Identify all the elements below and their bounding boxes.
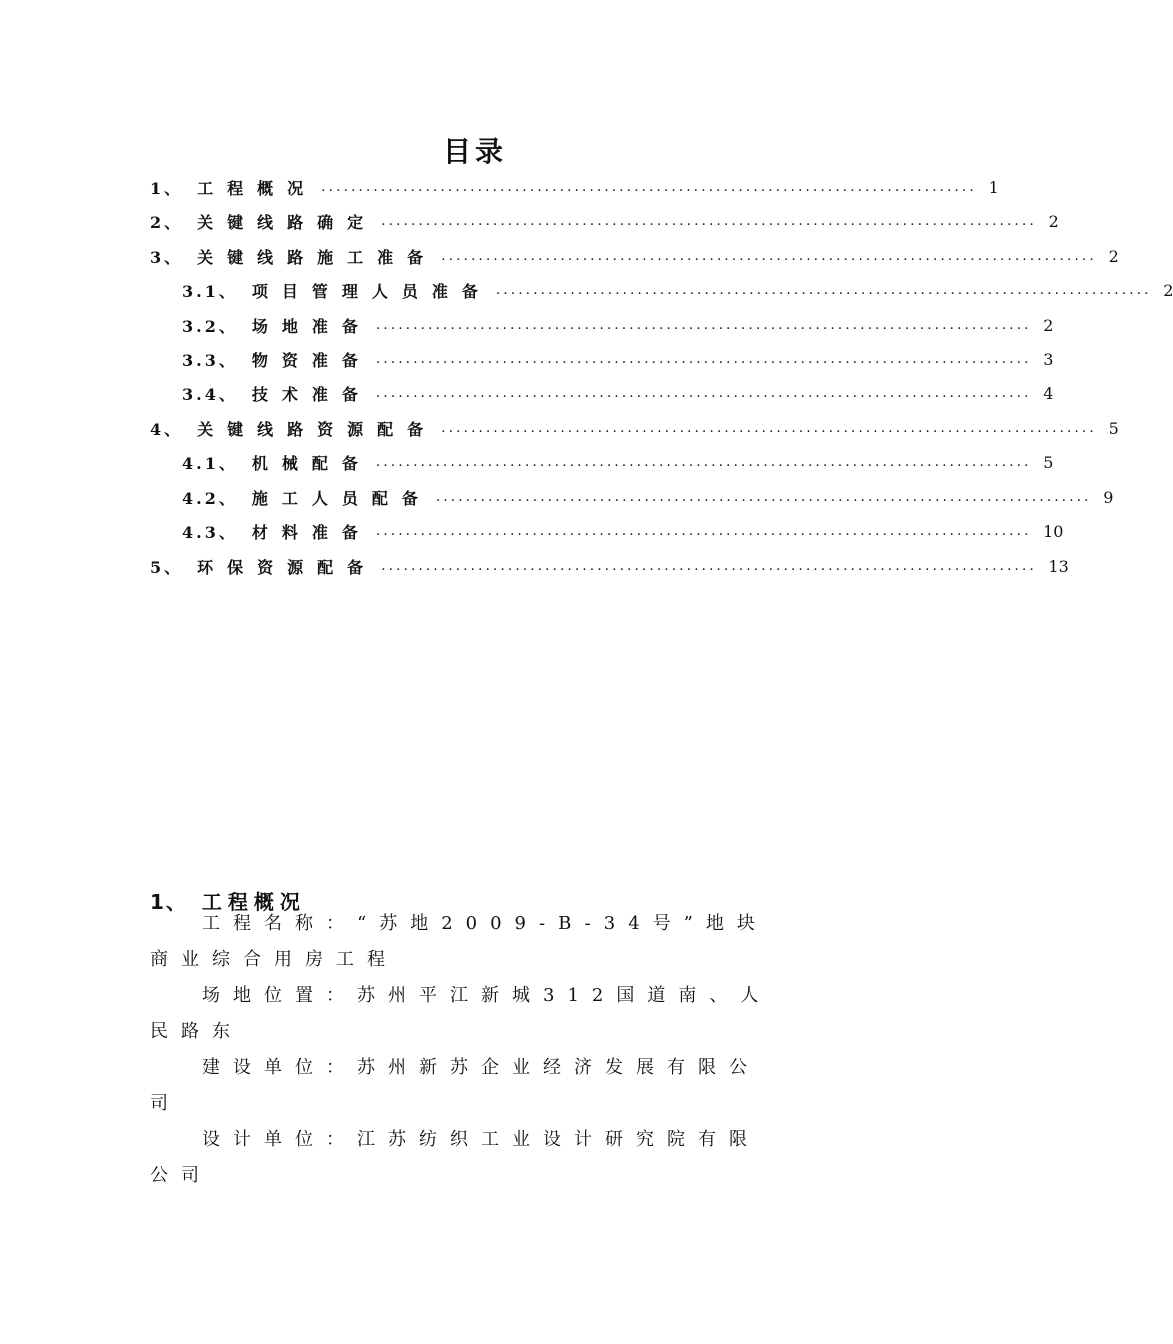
toc-entry-number: 4.1、 <box>182 453 238 473</box>
toc-entry-page: 1 <box>988 177 999 197</box>
toc-leader-dots: ........................................................................................ <box>441 420 1097 436</box>
site-location-text: 场地位置：苏州平江新城312国道南、人民路东 <box>150 985 772 1042</box>
toc-entry[interactable] <box>182 485 1114 509</box>
toc-leader-dots: ........................................................................................ <box>381 213 1037 229</box>
toc-entry[interactable] <box>150 175 999 199</box>
toc-entry-number: 1、 <box>150 178 184 198</box>
toc-entry[interactable] <box>182 313 1054 337</box>
toc-entry-page: 9 <box>1103 487 1114 507</box>
toc-entry-page: 4 <box>1043 383 1054 403</box>
owner-text: 建设单位：苏州新苏企业经济发展有限公司 <box>150 1057 760 1114</box>
toc-entry-number: 5、 <box>150 557 184 577</box>
toc-entry[interactable] <box>182 381 1054 405</box>
toc-entry-number: 3.2、 <box>182 316 238 336</box>
toc-leader-dots: ........................................................................................ <box>375 454 1032 470</box>
toc-entry-text: 材料准备 <box>251 522 372 542</box>
toc-leader-dots: ........................................................................................ <box>495 282 1152 298</box>
toc-entry-number: 4.3、 <box>182 522 238 542</box>
toc-entry-number: 4、 <box>150 419 184 439</box>
project-name-text: 工程名称：“苏地2009-B-34号”地块商业综合用房工程 <box>150 913 768 970</box>
toc-entry-page: 13 <box>1048 556 1069 576</box>
toc-entry-page: 5 <box>1043 452 1054 472</box>
toc-entry-number: 3、 <box>150 247 184 267</box>
toc-entry[interactable] <box>182 278 1173 302</box>
toc-leader-dots: ........................................................................................ <box>435 489 1092 505</box>
toc-entry-page: 10 <box>1043 521 1064 541</box>
toc-entry-page: 2 <box>1163 280 1173 300</box>
toc-entry-text: 物资准备 <box>251 350 372 370</box>
toc-entry-page: 2 <box>1108 246 1119 266</box>
toc-entry[interactable] <box>150 209 1059 233</box>
toc-entry-page: 2 <box>1048 211 1059 231</box>
toc-entry-text: 环保资源配备 <box>197 557 378 577</box>
owner-paragraph <box>150 1050 790 1122</box>
site-location-paragraph <box>150 978 790 1050</box>
toc-leader-dots: ........................................................................................ <box>375 385 1032 401</box>
toc-leader-dots: ........................................................................................ <box>441 248 1097 264</box>
toc-entry[interactable] <box>182 450 1054 474</box>
section-title: 工程概况 <box>201 890 306 914</box>
toc-entry-text: 关键线路资源配备 <box>197 419 438 439</box>
toc-entry-page: 3 <box>1043 349 1054 369</box>
designer-text: 设计单位：江苏纺织工业设计研究院有限公司 <box>150 1129 760 1186</box>
section-number: 1、 <box>150 890 188 914</box>
toc-leader-dots: ........................................................................................ <box>375 523 1032 539</box>
toc-title: 目录 <box>442 135 507 168</box>
toc-leader-dots: ........................................................................................ <box>375 351 1032 367</box>
toc-entry-text: 关键线路确定 <box>197 212 378 232</box>
toc-entry[interactable] <box>182 347 1054 371</box>
toc-entry[interactable] <box>150 416 1119 440</box>
toc-entry-text: 项目管理人员准备 <box>251 281 492 301</box>
toc-entry[interactable] <box>150 554 1069 578</box>
toc-entry-number: 3.4、 <box>182 384 238 404</box>
toc-entry-number: 3.3、 <box>182 350 238 370</box>
toc-entry-text: 工程概况 <box>197 178 318 198</box>
toc-leader-dots: ........................................................................................ <box>375 317 1032 333</box>
toc-leader-dots: ........................................................................................ <box>321 179 977 195</box>
toc-entry-number: 2、 <box>150 212 184 232</box>
toc-entry-number: 3.1、 <box>182 281 238 301</box>
project-name-paragraph <box>150 906 790 978</box>
toc-entry-text: 关键线路施工准备 <box>197 247 438 267</box>
toc-entry[interactable] <box>150 244 1119 268</box>
toc-leader-dots: ........................................................................................ <box>381 558 1037 574</box>
toc-entry-text: 机械配备 <box>251 453 372 473</box>
toc-entry-text: 技术准备 <box>251 384 372 404</box>
toc-entry-text: 施工人员配备 <box>251 488 432 508</box>
toc-entry-page: 5 <box>1108 418 1119 438</box>
toc-entry[interactable] <box>182 519 1064 543</box>
toc-entry-text: 场地准备 <box>251 316 372 336</box>
toc-entry-number: 4.2、 <box>182 488 238 508</box>
designer-paragraph <box>150 1122 790 1194</box>
toc-entry-page: 2 <box>1043 315 1054 335</box>
